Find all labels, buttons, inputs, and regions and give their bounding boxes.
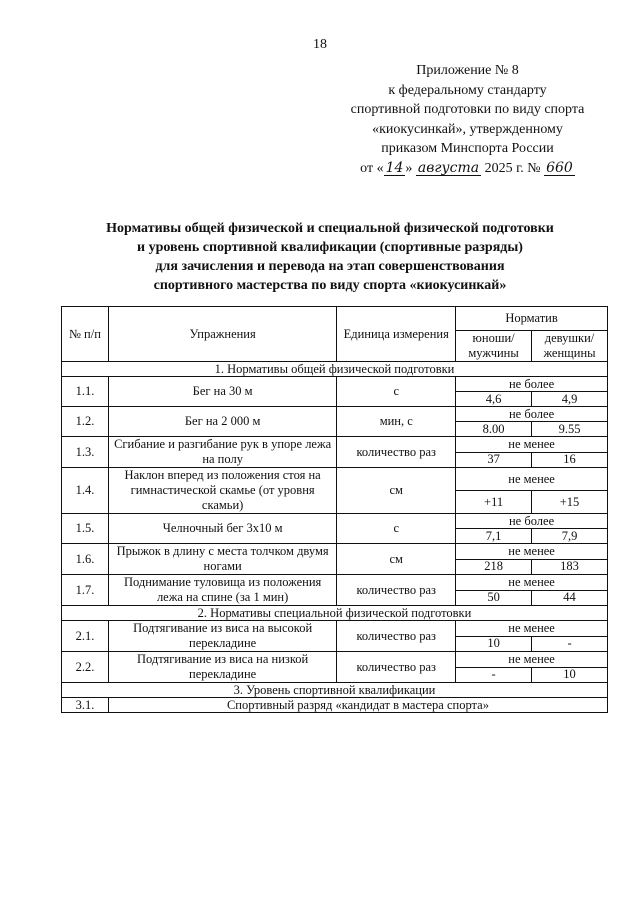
order-date-line — [340, 159, 595, 179]
value-girls: 44 — [532, 590, 608, 606]
section-row — [62, 606, 608, 621]
row-condition: не более — [456, 514, 608, 529]
value-girls: 9.55 — [532, 422, 608, 437]
standards-table — [61, 306, 608, 713]
row-exercise: Бег на 2 000 м — [108, 407, 336, 437]
section-row — [62, 362, 608, 377]
title-line: и уровень спортивной квалификации (спортивные разряды) — [137, 240, 523, 255]
table-row — [62, 407, 608, 422]
row-num: 2.2. — [62, 652, 109, 683]
row-num: 1.1. — [62, 377, 109, 407]
section-row — [62, 683, 608, 698]
row-num: 2.1. — [62, 621, 109, 652]
title-line: для зачисления и перевода на этап совершенствования — [155, 259, 505, 274]
row-condition: не более — [456, 377, 608, 392]
handwritten-month: августа — [417, 159, 480, 176]
row-unit: количество раз — [337, 652, 456, 683]
row-exercise: Спортивный разряд «кандидат в мастера спорта» — [108, 698, 607, 713]
appendix-title: Приложение № 8 — [416, 63, 519, 78]
handwritten-order-number: 660 — [546, 159, 573, 176]
appendix-line: приказом Минспорта России — [381, 141, 554, 156]
date-mid: » — [405, 160, 413, 176]
row-condition: не менее — [456, 652, 608, 668]
value-girls: 183 — [532, 559, 608, 575]
table-body — [62, 362, 608, 713]
row-exercise: Поднимание туловища из положения лежа на спине (за 1 мин) — [108, 575, 336, 606]
table-row — [62, 468, 608, 491]
row-unit: с — [337, 377, 456, 407]
value-boys: 4,6 — [456, 392, 532, 407]
value-girls: 4,9 — [532, 392, 608, 407]
appendix-line: спортивной подготовки по виду спорта — [350, 102, 585, 117]
table-row — [62, 437, 608, 453]
value-girls: - — [532, 636, 608, 652]
table-row — [62, 652, 608, 668]
value-boys: 7,1 — [456, 529, 532, 544]
table-row — [62, 621, 608, 637]
row-num: 1.3. — [62, 437, 109, 468]
row-num: 1.7. — [62, 575, 109, 606]
row-unit: количество раз — [337, 575, 456, 606]
row-unit: количество раз — [337, 621, 456, 652]
row-condition: не менее — [456, 575, 608, 591]
row-condition: не менее — [456, 468, 608, 491]
row-unit: см — [337, 544, 456, 575]
title-line: Нормативы общей физической и специальной физической подготовки — [106, 221, 554, 236]
row-num: 1.5. — [62, 514, 109, 544]
value-boys: 218 — [456, 559, 532, 575]
header-exercise: Упражнения — [108, 307, 336, 362]
date-prefix: от « — [360, 160, 384, 176]
value-boys: 37 — [456, 452, 532, 468]
value-girls: 16 — [532, 452, 608, 468]
section-title: 1. Нормативы общей физической подготовки — [62, 362, 608, 377]
row-exercise: Челночный бег 3х10 м — [108, 514, 336, 544]
row-unit: см — [337, 468, 456, 514]
value-boys: 50 — [456, 590, 532, 606]
header-boys: юноши/ мужчины — [456, 331, 532, 362]
table-row — [62, 544, 608, 560]
row-num: 1.2. — [62, 407, 109, 437]
row-exercise: Наклон вперед из положения стоя на гимнастической скамье (от уровня скамьи) — [108, 468, 336, 514]
row-exercise: Подтягивание из виса на высокой перекладине — [108, 621, 336, 652]
value-boys: 10 — [456, 636, 532, 652]
row-num: 1.4. — [62, 468, 109, 514]
row-condition: не менее — [456, 437, 608, 453]
row-condition: не менее — [456, 544, 608, 560]
value-boys: 8.00 — [456, 422, 532, 437]
handwritten-day: 14 — [385, 159, 404, 176]
title-line: спортивного мастерства по виду спорта «киокусинкай» — [153, 278, 507, 293]
row-unit: с — [337, 514, 456, 544]
row-unit: мин, с — [337, 407, 456, 437]
row-exercise: Подтягивание из виса на низкой перекладине — [108, 652, 336, 683]
row-num: 3.1. — [62, 698, 109, 713]
row-unit: количество раз — [337, 437, 456, 468]
row-condition: не менее — [456, 621, 608, 637]
table-row — [62, 575, 608, 591]
value-boys: +11 — [456, 491, 532, 514]
table-row — [62, 377, 608, 392]
appendix-header — [340, 61, 595, 178]
table-row — [62, 514, 608, 529]
row-exercise: Сгибание и разгибание рук в упоре лежа на полу — [108, 437, 336, 468]
appendix-line: «киокусинкай», утвержденному — [372, 121, 563, 137]
row-exercise: Прыжок в длину с места толчком двумя ногами — [108, 544, 336, 575]
table-row — [62, 698, 608, 713]
value-girls: +15 — [532, 491, 608, 514]
appendix-line: к федеральному стандарту — [388, 82, 547, 98]
page-number: 18 — [313, 37, 327, 52]
row-num: 1.6. — [62, 544, 109, 575]
value-girls: 7,9 — [532, 529, 608, 544]
header-num: № п/п — [62, 307, 109, 362]
year-text: 2025 г. № — [484, 160, 541, 176]
row-exercise: Бег на 30 м — [108, 377, 336, 407]
header-norm: Норматив — [456, 307, 608, 331]
header-girls: девушки/ женщины — [532, 331, 608, 362]
row-condition: не более — [456, 407, 608, 422]
section-title: 3. Уровень спортивной квалификации — [62, 683, 608, 698]
value-girls: 10 — [532, 667, 608, 683]
section-title: 2. Нормативы специальной физической подготовки — [62, 606, 608, 621]
document-title — [60, 219, 600, 295]
value-boys: - — [456, 667, 532, 683]
header-unit: Единица измерения — [337, 307, 456, 362]
